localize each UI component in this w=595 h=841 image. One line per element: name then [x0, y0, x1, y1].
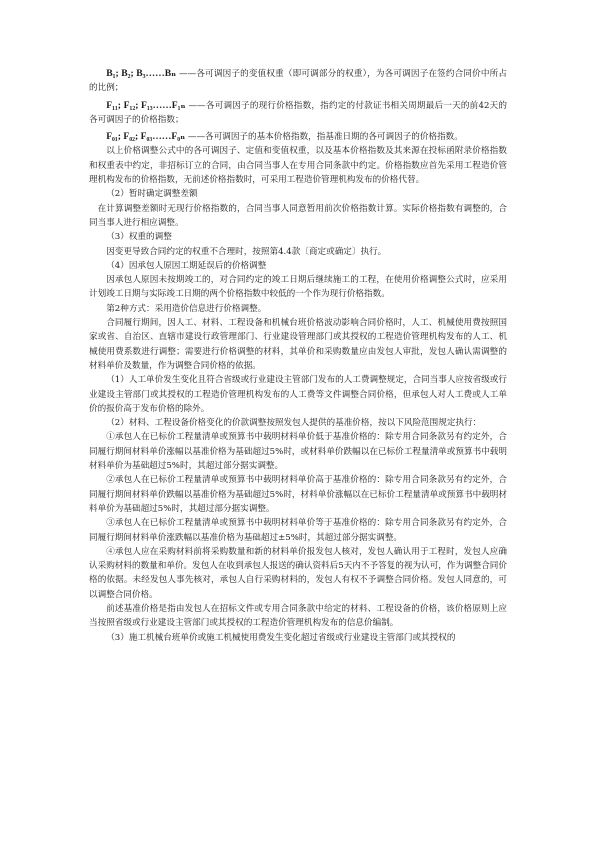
paragraph-base-price-definition: 前述基准价格是指由发包人在招标文件或专用合同条款中给定的材料、工程设备的价格，该价格原则上应当按照省级或行业建设主管部门或其授权的工程造价管理机构发布的信息价编制。 — [89, 603, 507, 629]
formula-symbols-f0: F₀₁; F₀₂; F₀₃……F₀ₙ — [106, 131, 186, 143]
paragraph-variable-weights — [89, 67, 507, 96]
list-item-1: ①承包人在已标价工程量清单或预算书中载明材料单价低于基准价格的：除专用合同条款另有约定外，合同履行期间材料单价涨幅以基准价格为基础超过5%时，或材料单价跌幅以在已标价工程量清单或预算书中载明材料单价为基础超过5%时，其超过部分据实调整。 — [89, 432, 507, 472]
paragraph-labor-price: （1）人工单价发生变化且符合省级或行业建设主管部门发布的人工费调整规定，合同当事人应按省级或行业建设主管部门或其授权的工程造价管理机构发布的人工费等文件调整合同价格，但承包人对人工费或人工单价的报价高于发布价格的除外。 — [89, 375, 507, 414]
paragraph-machinery-price: （3）施工机械台班单价或施工机械使用费发生变化超过省级或行业建设主管部门或其授权的 — [106, 632, 456, 643]
paragraph-delay-price-adjustment: 因承包人原因未按期竣工的，对合同约定的竣工日期后继续施工的工程，在使用价格调整公式时，应采用计划竣工日期与实际竣工日期的两个价格指数中较低的一个作为现行价格指数。 — [89, 275, 507, 300]
paragraph-base-index — [89, 130, 507, 144]
document-body — [89, 67, 507, 645]
paragraph-method-two: 合同履行期间，因人工、材料、工程设备和机械台班价格波动影响合同价格时，人工、机械使用费按照国家或省、自治区、直辖市建设行政管理部门、行业建设管理部门或其授权的工程造价管理机构发布的人工、机械使用费系数进行调整；需要进行价格调整的材料，其单价和采购数量应由发包人审批，发包人确认需调整的材料单价及数量，作为调整合同价格的依据。 — [89, 318, 507, 371]
paragraph-temporary-adjustment: 在计算调整差额时无现行价格指数的，合同当事人同意暂用前次价格指数计算。实际价格指数有调整的，合同当事人进行相应调整。 — [89, 203, 507, 228]
paragraph-text: ——各可调因子的变值权重（即可调部分的权重），为各可调因子在签约合同价中所占的比例； — [89, 69, 508, 94]
paragraph-weight-adjustment: 因变更导致合同约定的权重不合理时，按照第4.4款〔商定或确定〕执行。 — [106, 246, 387, 257]
list-item-4: ④承包人应在采购材料前将采购数量和新的材料单价报发包人核对，发包人确认用于工程时，发包人应确认采购材料的数量和单价。发包人在收到承包人报送的确认资料后5天内不予答复的视为认可，作为调整合同价格的依据。未经发包人事先核对，承包人自行采购材料的，发包人有权不予调整合同价格。发包人同意的，可以调整合同价格。 — [89, 546, 507, 600]
paragraph-material-price: （2）材料、工程设备价格变化的价款调整按照发包人提供的基准价格，按以下风险范围规定执行： — [106, 418, 482, 429]
list-item-3: ③承包人在已标价工程量清单或预算书中载明材料单价等于基准价格的：除专用合同条款另有约定外，合同履行期间材料单价涨跌幅以基准价格为基础超过±5%时，其超过部分据实调整。 — [89, 518, 507, 543]
list-item-2: ②承包人在已标价工程量清单或预算书中载明材料单价高于基准价格的：除专用合同条款另有约定外，合同履行期间材料单价跌幅以基准价格为基础超过5%时，材料单价涨幅以在已标价工程量清单或预算书中载明材料单价为基础超过5%时，其超过部分据实调整。 — [89, 475, 507, 514]
paragraph-text: ——各可调因子的现行价格指数，指约定的付款证书相关周期最后一天的前42天的各可调因子的价格指数； — [89, 100, 508, 125]
heading-temporary-adjustment: （2）暂时确定调整差额 — [106, 189, 198, 200]
formula-symbols-b: B₁; B₂; B₃……Bₙ — [106, 68, 177, 79]
paragraph-formula-factors: 以上价格调整公式中的各可调因子、定值和变值权重，以及基本价格指数及其来源在投标函附录价格指数和权重表中约定，非招标订立的合同，由合同当事人在专用合同条款中约定。价格指数应首先采用工程造价管理机构发布的价格指数，无前述价格指数时，可采用工程造价管理机构发布的价格代替。 — [89, 146, 507, 186]
heading-weight-adjustment: （3）权重的调整 — [106, 232, 172, 243]
heading-method-two: 第2种方式：采用造价信息进行价格调整。 — [106, 303, 267, 314]
formula-symbols-f1: F₁₁; F₁₂; F₁₃……F₁ₙ — [106, 99, 186, 111]
paragraph-text: ——各可调因子的基本价格指数，指基准日期的各可调因子的价格指数。 — [185, 132, 463, 143]
paragraph-current-index — [89, 99, 507, 128]
heading-delay-price-adjustment: （4）因承包人原因工期延误后的价格调整 — [106, 260, 267, 271]
